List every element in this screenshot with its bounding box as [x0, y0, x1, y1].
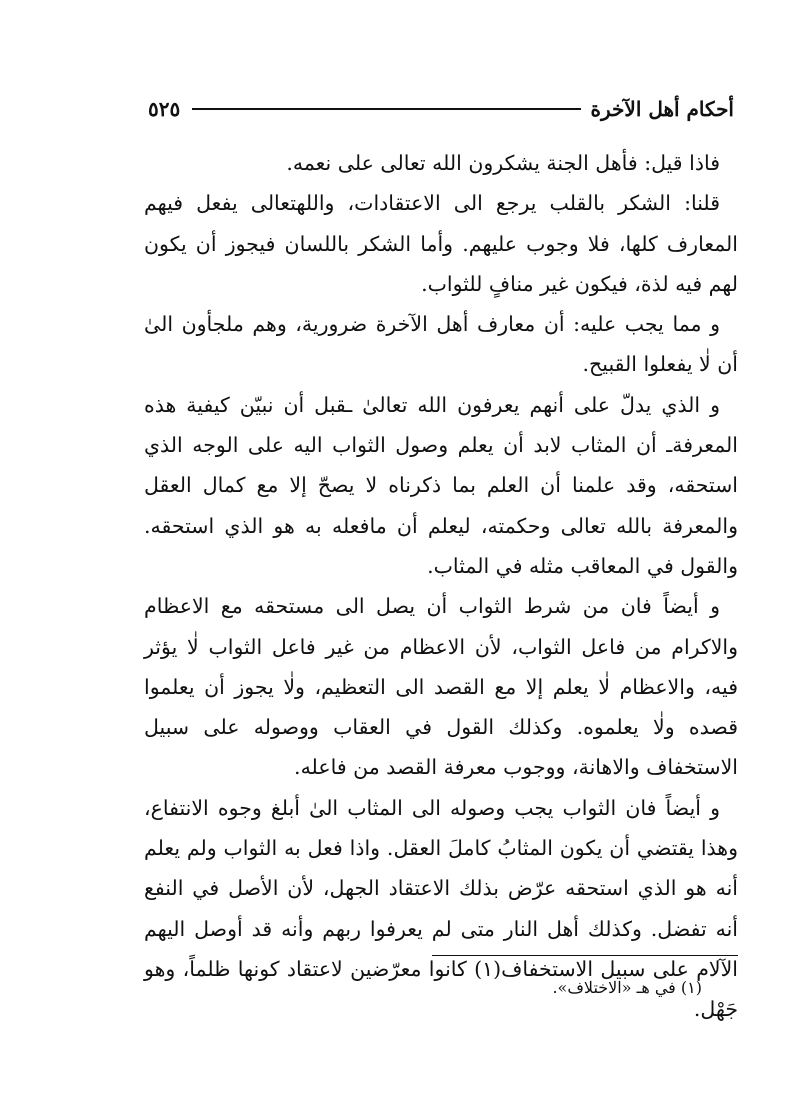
- paragraph: و أيضاً فان من شرط الثواب أن يصل الى مستحقه مع الاعظام والاكرام من فاعل الثواب، لأن الاعظام من غير فاعل الثواب لٰا يؤثر فيه، والاعظام لٰا يعلم إلا مع القصد الى التعظيم، ولٰا يجوز أن يعلموا قصده ولٰا يعلموه. وكذلك القول في العقاب ووصوله على سبيل الاستخفاف والاهانة، ووجوب معرفة القصد من فاعله.: [144, 594, 738, 780]
- footnote-rule: [432, 955, 738, 956]
- header-rule: [192, 108, 580, 110]
- page-number: ٥٢٥: [148, 97, 181, 121]
- paragraph: و الذي يدلّ على أنهم يعرفون الله تعالىٰ ـقبل أن نبيّن كيفية هذه المعرفةـ أن المثاب لابد أن يعلم وصول الثواب اليه على الوجه الذي استحقه، وقد علمنا أن العلم بما ذكرناه لا يصحّ إلا مع كمال العقل والمعرفة بالله تعالى وحكمته، ليعلم أن مافعله به هو الذي استحقه. والقول في المعاقب مثله في المثاب.: [144, 392, 738, 578]
- footnote: (١) في هـ «الاختلاف».: [552, 978, 702, 997]
- paragraph: و أيضاً فان الثواب يجب وصوله الى المثاب الىٰ أبلغ وجوه الانتفاع، وهذا يقتضي أن يكون المثابُ كاملَ العقل. واذا فعل به الثواب ولم يعلم أنه هو الذي استحقه عرّض بذلك الاعتقاد الجهل، لأن الأصل في النفع أنه تفضل. وكذلك أهل النار متى لم يعرفوا ربهم وأنه قد أوصل اليهم الآلام على سبيل الاستخفاف(١) كانوا معرّضين لاعتقاد كونها ظلماً، وهو جَهْل.: [144, 795, 738, 1022]
- page-header: [148, 92, 734, 126]
- running-title: أحكام أهل الآخرة: [590, 97, 734, 121]
- page-body: [144, 143, 738, 1030]
- paragraph: و مما يجب عليه: أن معارف أهل الآخرة ضرورية، وهم ملجأون الىٰ أن لٰا يفعلوا القبيح.: [144, 312, 738, 377]
- paragraph: فاذا قيل: فأهل الجنة يشكرون الله تعالى على نعمه.: [286, 151, 720, 175]
- paragraph: قلنا: الشكر بالقلب يرجع الى الاعتقادات، واللهتعالى يفعل فيهم المعارف كلها، فلا وجوب عليهم. وأما الشكر باللسان فيجوز أن يكون لهم فيه لذة، فيكون غير منافٍ للثواب.: [144, 191, 738, 296]
